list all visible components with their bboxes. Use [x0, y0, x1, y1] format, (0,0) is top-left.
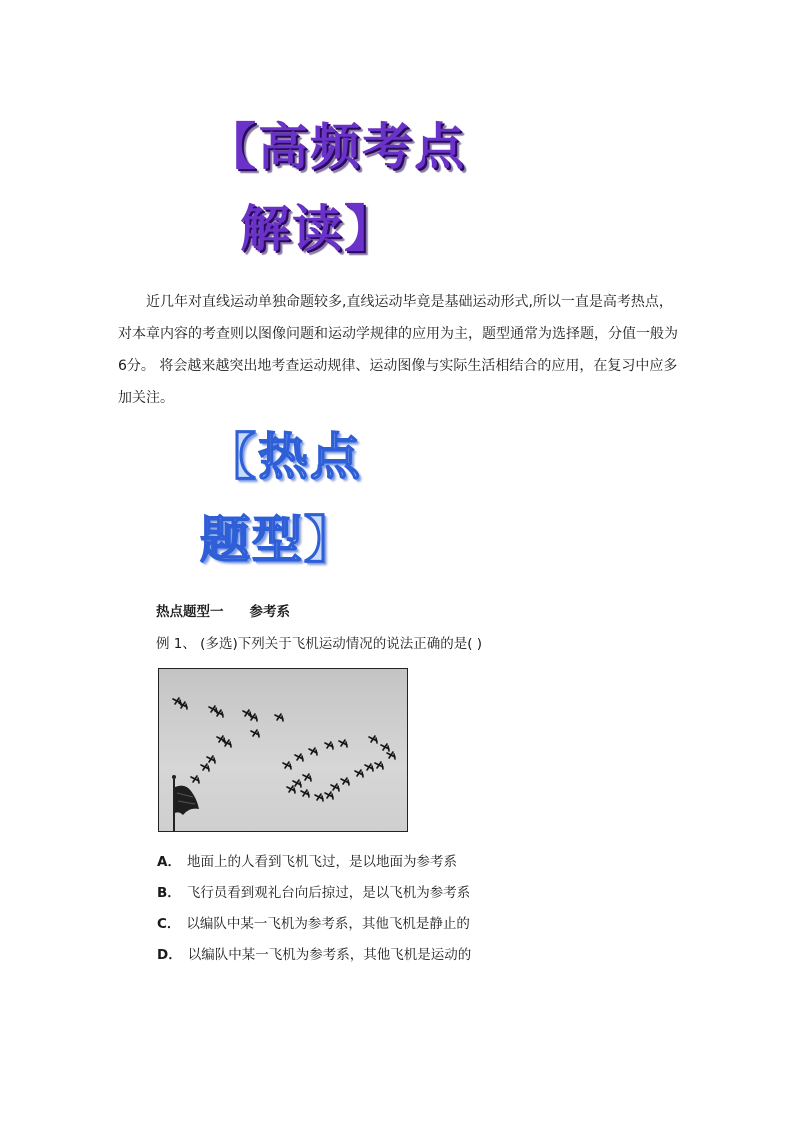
question-stem: 例 1、 (多选)下列关于飞机运动情况的说法正确的是( ) — [156, 636, 483, 652]
option-b-key: B． — [157, 885, 181, 901]
aircraft-icon — [355, 770, 363, 777]
option-d-text: 以编队中某一飞机为参考系，其他飞机是运动的 — [187, 947, 472, 963]
aircraft-icon — [325, 792, 333, 799]
heading-hot-topics-line2: 题型】 — [200, 511, 356, 569]
option-d[interactable] — [157, 940, 471, 971]
aircraft-icon — [215, 710, 223, 717]
aircraft-icon — [369, 736, 377, 743]
intro-paragraph — [118, 286, 678, 414]
aircraft-icon — [293, 780, 301, 787]
aircraft-icon — [191, 776, 199, 783]
aircraft-icon — [339, 740, 347, 747]
option-c[interactable] — [157, 909, 471, 940]
aircraft-icon — [207, 756, 215, 763]
aircraft-icon — [303, 774, 311, 781]
aircraft-icon — [381, 744, 389, 751]
aircraft-icon — [283, 762, 291, 769]
aircraft-formation-illustration — [159, 669, 407, 831]
section-title — [156, 600, 290, 620]
answer-options — [157, 847, 471, 971]
aircraft-icon — [315, 794, 323, 801]
aircraft-icon — [223, 740, 231, 747]
option-c-key: C． — [157, 916, 181, 932]
aircraft-icon — [365, 764, 373, 771]
intro-text: 近几年对直线运动单独命题较多,直线运动毕竟是基础运动形式,所以一直是高考热点，对本章内容的考查则以图像问题和运动学规律的应用为主，题型通常为选择题，分值一般为6分。 将会越来越突出地考查运动规律、运动图像与实际生活相结合的应用，在复习中应多加关注。 — [118, 294, 678, 406]
option-c-text: 以编队中某一飞机为参考系，其他飞机是静止的 — [186, 916, 470, 932]
aircraft-icon — [331, 784, 339, 791]
aircraft-icon — [341, 778, 349, 785]
heading-high-frequency-line1: 【高频考点 — [206, 118, 466, 176]
aircraft-icon — [249, 714, 257, 721]
aircraft-icon — [287, 786, 295, 793]
option-a-key: A． — [157, 854, 181, 870]
aircraft-icon — [387, 752, 395, 759]
aircraft-icon — [325, 742, 333, 749]
aircraft-icon — [201, 764, 209, 771]
aircraft-icon — [301, 790, 309, 797]
heading-high-frequency-line2: 解读】 — [240, 200, 396, 258]
option-a-text: 地面上的人看到飞机飞过，是以地面为参考系 — [186, 854, 457, 870]
aircraft-icon — [295, 754, 303, 761]
section-topic: 参考系 — [249, 604, 290, 620]
option-b-text: 飞行员看到观礼台向后掠过，是以飞机为参考系 — [186, 885, 471, 901]
aircraft-icon — [179, 702, 187, 709]
option-a[interactable] — [157, 847, 471, 878]
aircraft-icon — [275, 714, 283, 721]
heading-hot-topics-line1: 【热点 — [206, 428, 362, 486]
aircraft-icon — [375, 762, 383, 769]
option-b[interactable] — [157, 878, 471, 909]
section-label: 热点题型一 — [156, 604, 224, 620]
aircraft-formation-photo — [158, 668, 408, 832]
option-d-key: D． — [157, 947, 182, 963]
aircraft-icon — [309, 748, 317, 755]
aircraft-icon — [251, 730, 259, 737]
